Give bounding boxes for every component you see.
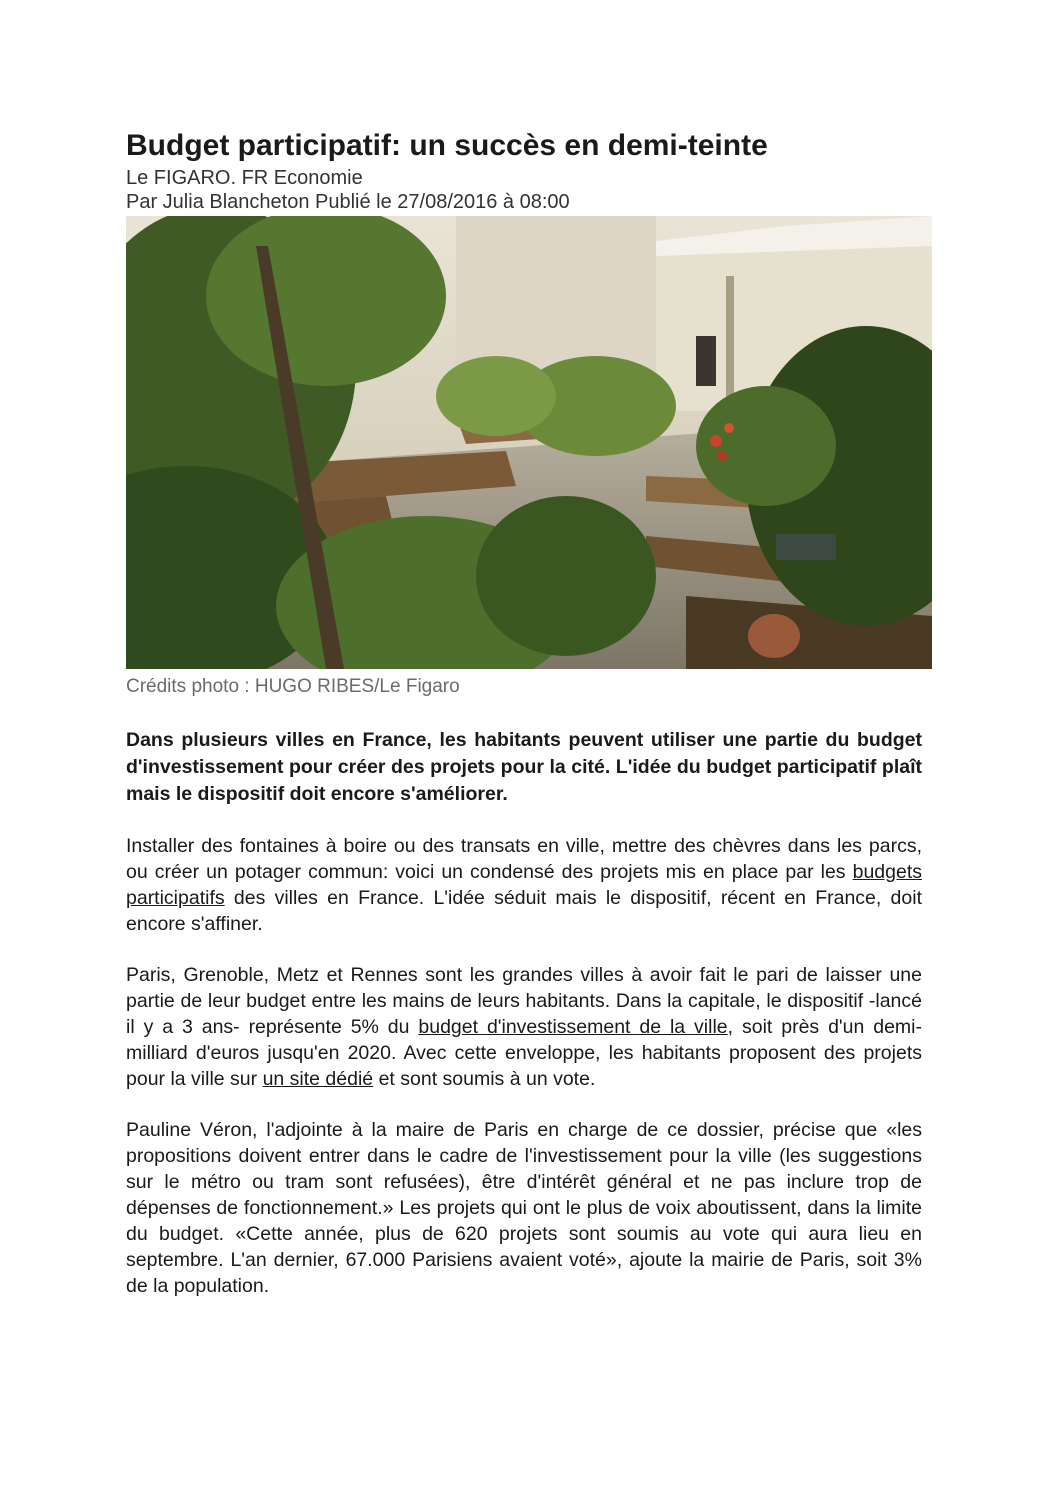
link-budgets-participatifs[interactable]: budgets participatifs: [126, 861, 922, 909]
paragraph-3: Pauline Véron, l'adjointe à la maire de Paris en charge de ce dossier, précise que «les propositions doivent entrer dans le cadre de l'investissement pour la ville (les suggestions sur le métro ou tram sont refusées), être d'intérêt général et ne pas inclure trop de dépenses de fonctionnement.» Les projets qui ont le plus de voix aboutissent, dans la limite du budget. «Cette année, plus de 620 projets sont soumis au vote qui aura lieu en septembre. L'an dernier, 67.000 Parisiens avaient voté», ajoute la mairie de Paris, soit 3% de la population.: [126, 1119, 922, 1297]
article-source: Le FIGARO. FR Economie: [126, 167, 363, 189]
article: [126, 126, 922, 1299]
paragraph-2-text-b: , soit près d'un demi-milliard d'euros jusqu'en 2020. Avec cette enveloppe, les habitants proposent des projets pour la ville sur: [126, 1016, 922, 1090]
paragraph-2: [126, 962, 922, 1092]
link-budget-investissement[interactable]: budget d'investissement de la ville: [418, 1016, 728, 1038]
paragraph-2-text-a: Paris, Grenoble, Metz et Rennes sont les grandes villes à avoir fait le pari de laisser une partie de leur budget entre les mains de leurs habitants. Dans la capitale, le dispositif -lancé il y a 3 ans- représente 5% du: [126, 964, 922, 1038]
paragraph-1-text-b: des villes en France. L'idée séduit mais le dispositif, récent en France, doit encore s'affiner.: [126, 887, 922, 935]
article-byline: Par Julia Blancheton Publié le 27/08/2016 à 08:00: [126, 191, 570, 213]
paragraph-1-text-a: Installer des fontaines à boire ou des transats en ville, mettre des chèvres dans les parcs, ou créer un potager commun: voici un condensé des projets mis en place par les: [126, 835, 922, 883]
paragraph-1: [126, 833, 922, 937]
link-site-dedie[interactable]: un site dédié: [262, 1068, 374, 1090]
article-title: Budget participatif: un succès en demi-teinte: [126, 129, 768, 162]
photo-credit: Crédits photo : HUGO RIBES/Le Figaro: [126, 676, 460, 697]
garden-photo: [126, 216, 932, 669]
article-lead: Dans plusieurs villes en France, les habitants peuvent utiliser une partie du budget d'investissement pour créer des projets pour la cité. L'idée du budget participatif plaît mais le dispositif doit encore s'améliorer.: [126, 729, 922, 805]
paragraph-2-text-c: et sont soumis à un vote.: [373, 1068, 596, 1090]
garden-photo-illustration: [126, 216, 932, 669]
